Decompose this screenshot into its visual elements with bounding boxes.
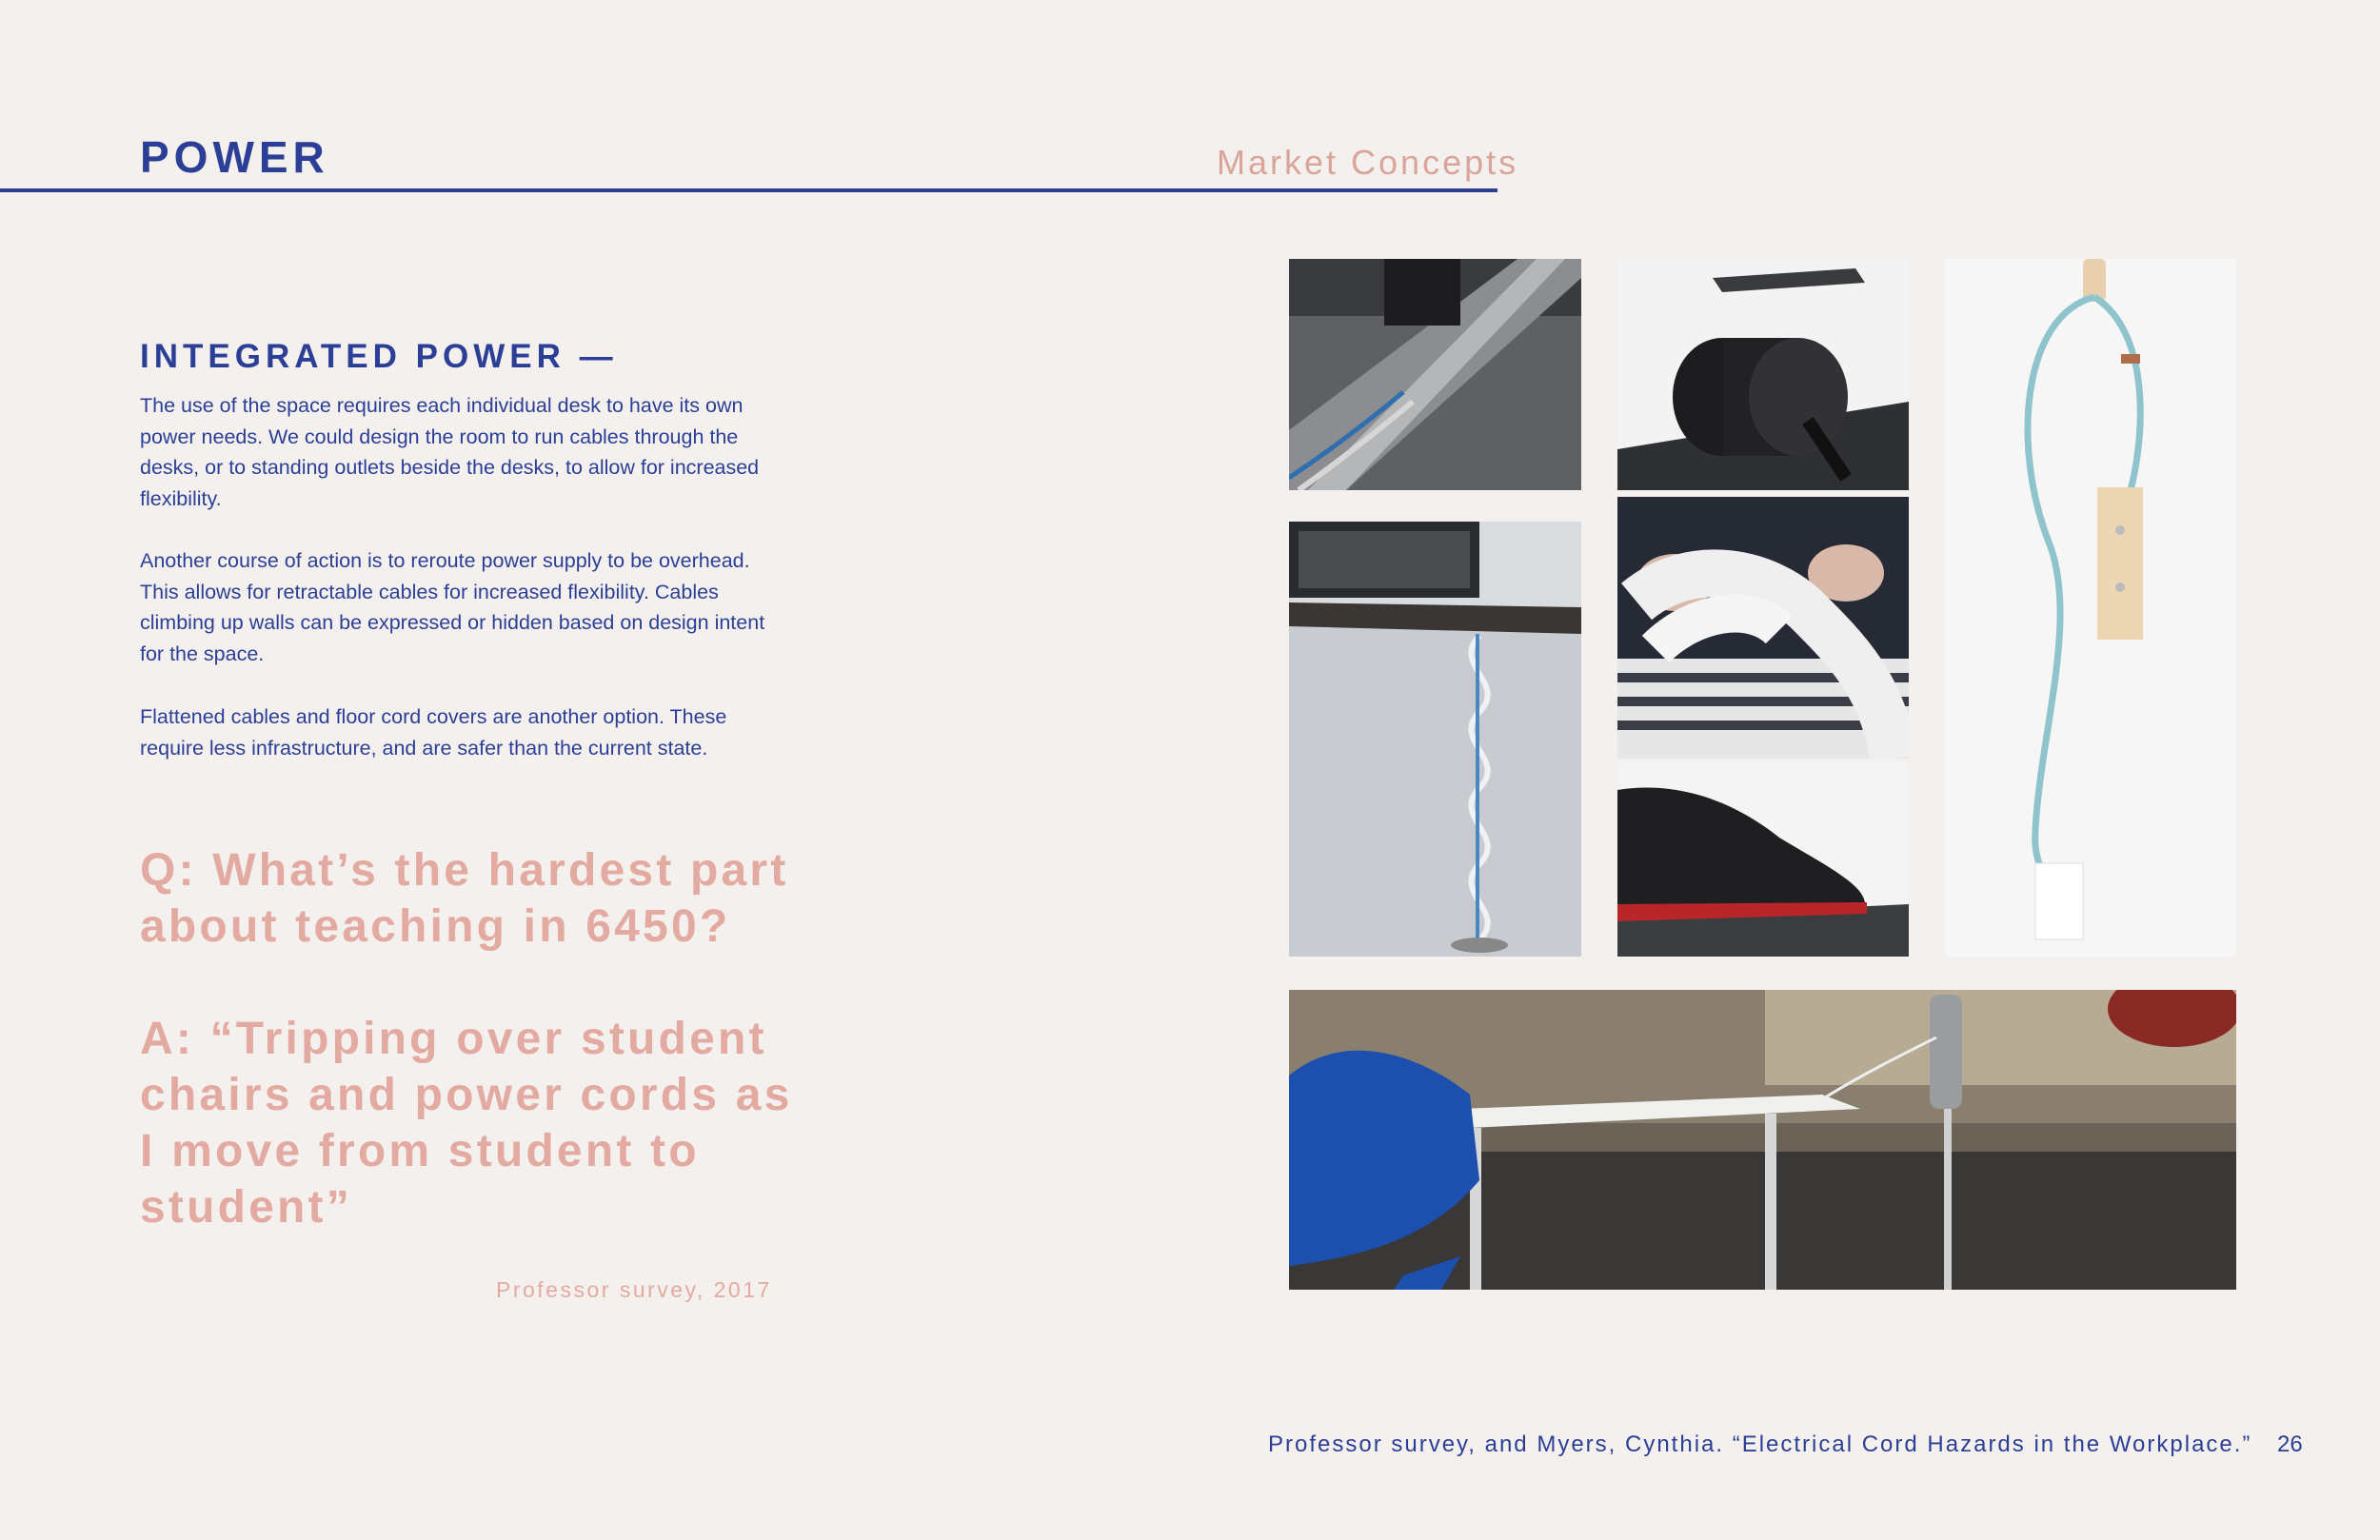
quote-question: Q: What’s the hardest part about teaching in 6450? xyxy=(140,845,789,952)
page-title: POWER xyxy=(140,132,329,182)
body-paragraph-3: Flattened cables and floor cord covers are another option. These require less infrastructure, and are safer than the current state. xyxy=(140,705,727,760)
quote-citation: Professor survey, 2017 xyxy=(496,1277,772,1302)
footer-source: Professor survey, and Myers, Cynthia. “Electrical Cord Hazards in the Workplace.” xyxy=(1268,1431,2252,1457)
shoe-on-cord-cover-photo xyxy=(1617,761,1909,957)
section-label: Market Concepts xyxy=(1217,143,1519,182)
standing-power-outlet-photo xyxy=(1289,990,2236,1290)
spiral-cable-organizer-photo xyxy=(1289,522,1581,957)
header-divider xyxy=(0,188,1497,192)
floor-cord-cover-photo xyxy=(1289,259,1581,490)
page-number: 26 xyxy=(2277,1431,2303,1457)
quote-answer: A: “Tripping over student chairs and power cords as I move from student to student” xyxy=(140,1014,793,1233)
body-paragraph-1: The use of the space requires each individual desk to have its own power needs. We could design the room to run cables through the desks, or to standing outlets beside the desks, to allow for increased flexibility. xyxy=(140,394,760,510)
hanging-extension-cord-photo xyxy=(1945,259,2236,957)
flat-cable-tape-photo xyxy=(1617,497,1909,759)
cable-reel-photo xyxy=(1617,259,1909,490)
section-heading: INTEGRATED POWER — xyxy=(140,338,618,375)
body-paragraph-2: Another course of action is to reroute power supply to be overhead. This allows for retractable cables for increased flexibility. Cables climbing up walls can be expressed or hidden based on design intent for the space. xyxy=(140,549,765,665)
